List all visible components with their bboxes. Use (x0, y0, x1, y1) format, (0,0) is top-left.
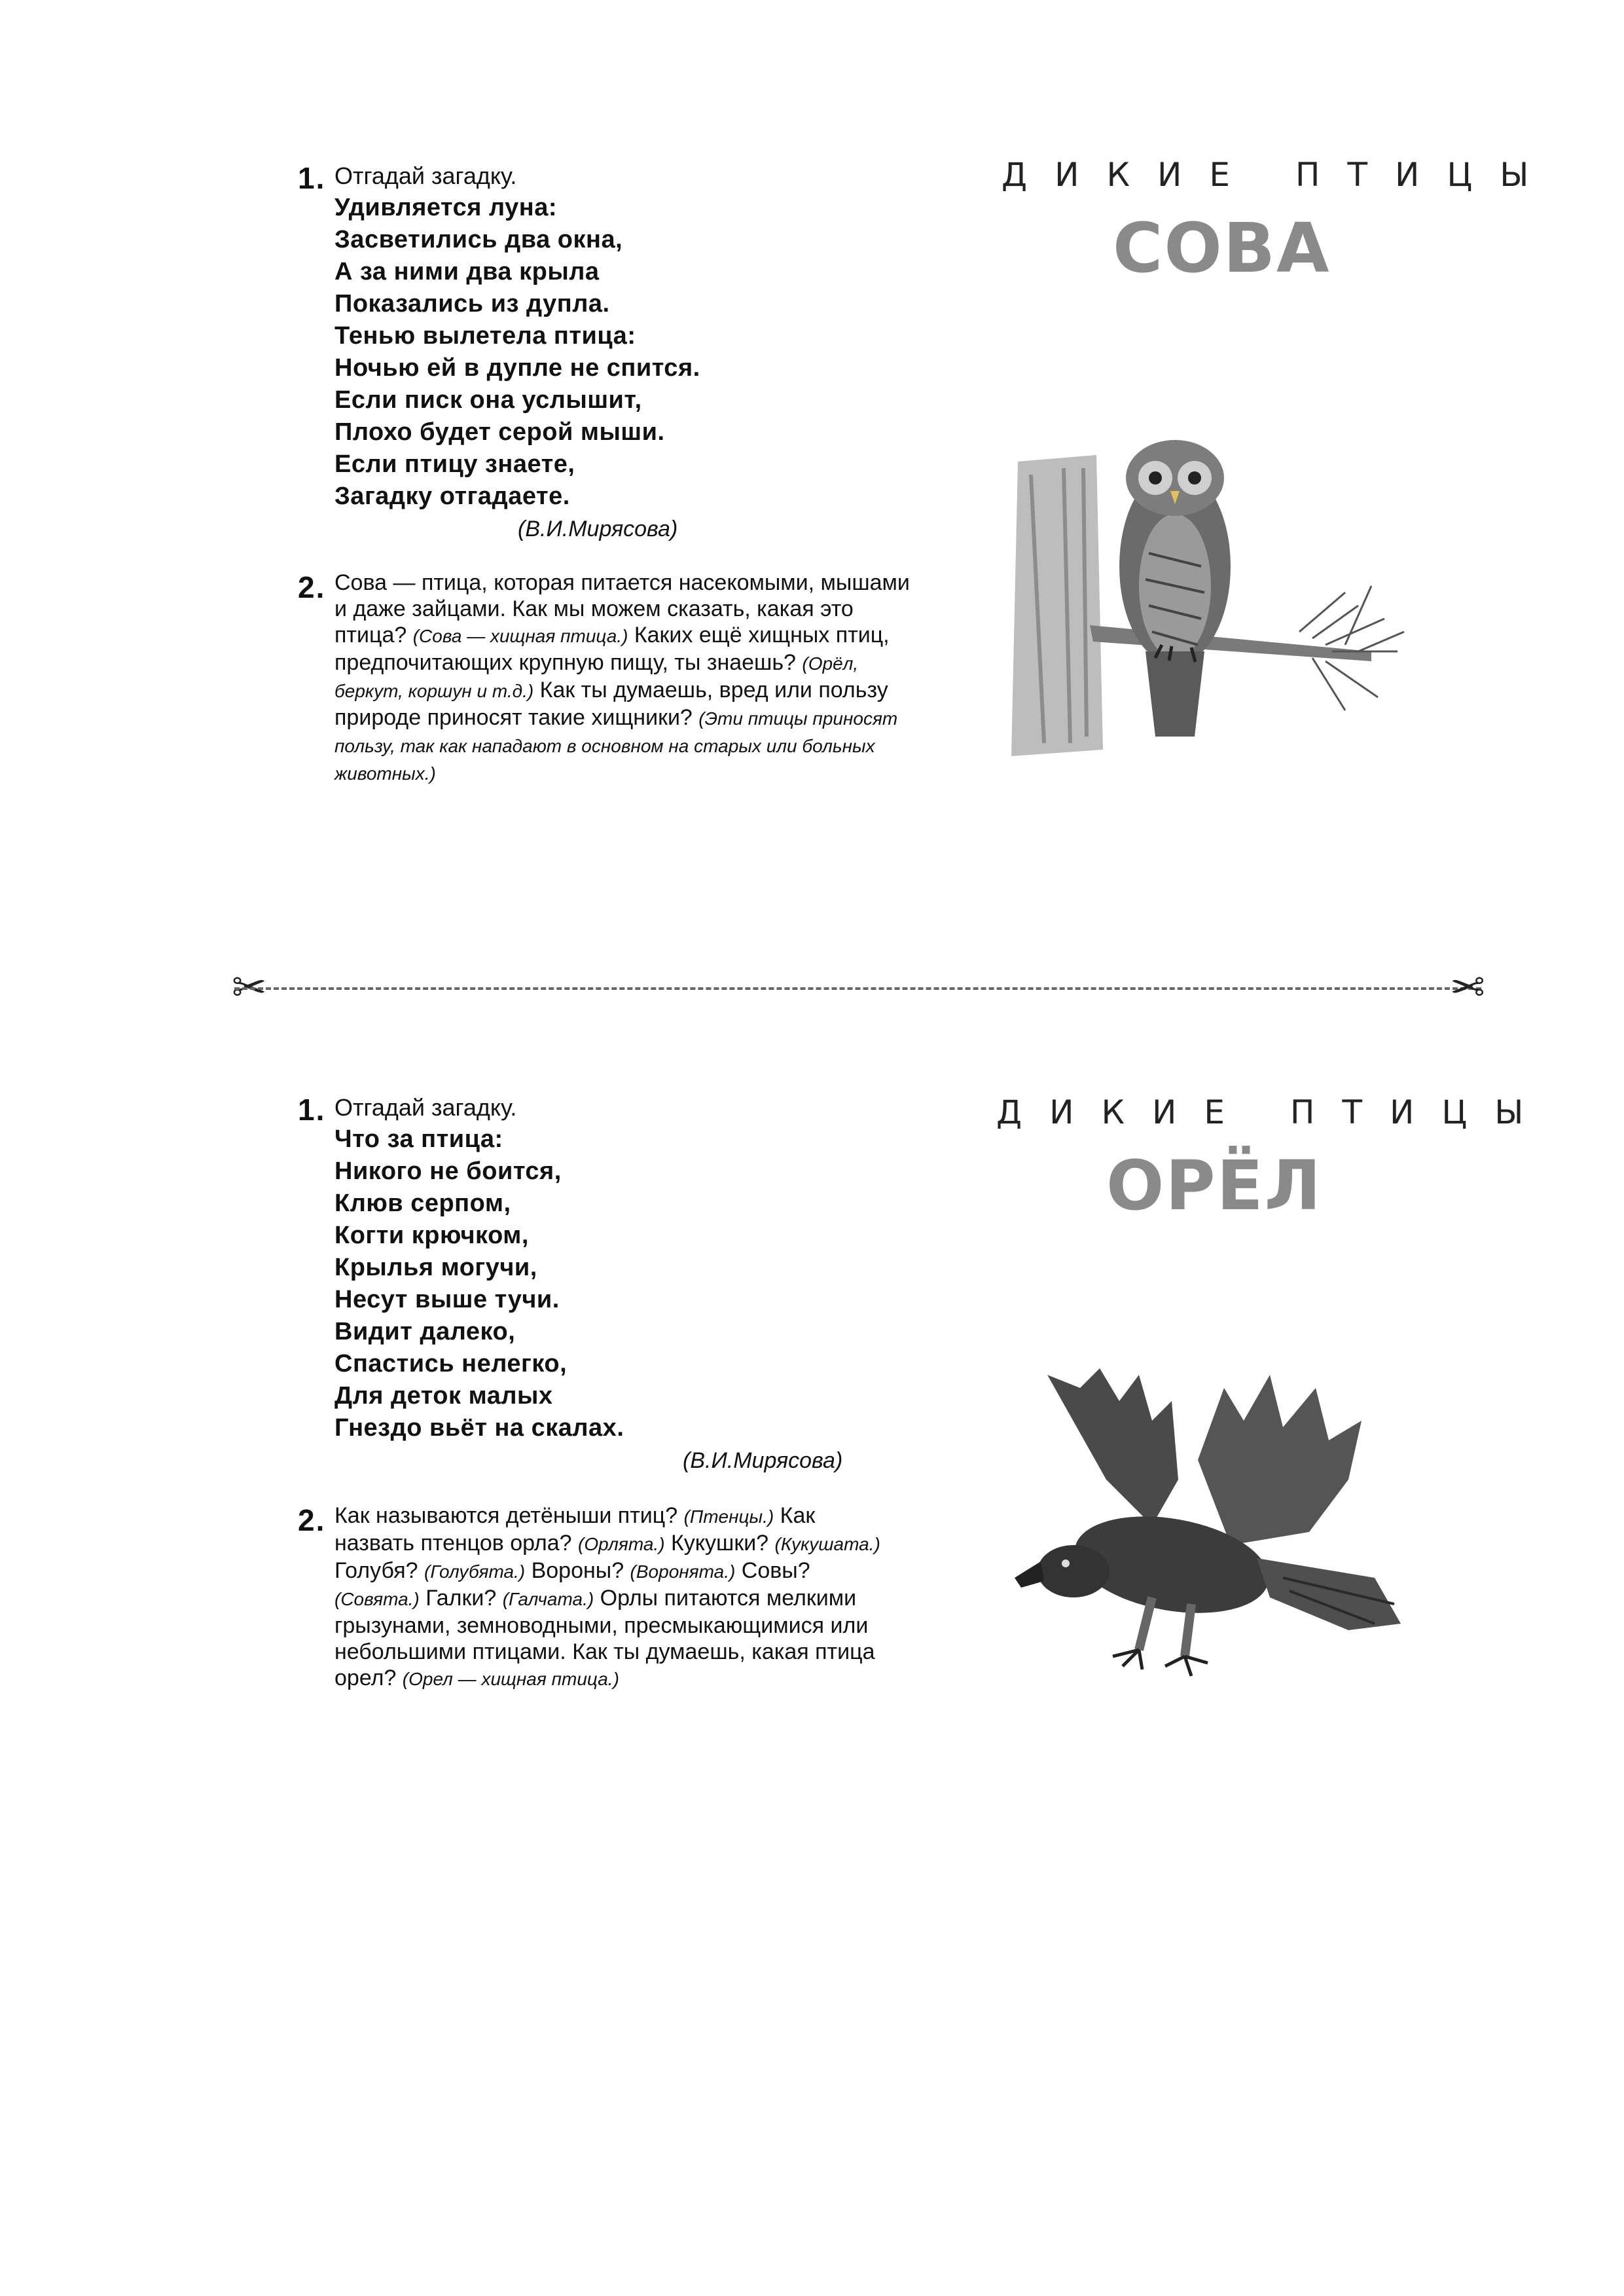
text-part: Галки? (419, 1586, 503, 1611)
scissors-icon: ✂ (232, 964, 267, 1011)
text-part: Каких ещё хищных птиц, предпочитающих крупную пищу, ты знаешь? (334, 623, 890, 675)
card-owl (0, 0, 1624, 949)
eagle-beak (1015, 1561, 1044, 1588)
text-part: Как назвать птенцов орла? (334, 1503, 816, 1556)
riddle-line: Плохо будет серой мыши. (334, 418, 665, 446)
answer-hint: (Галчата.) (502, 1589, 594, 1609)
riddle-line: Ночью ей в дупле не спится. (334, 354, 700, 382)
riddle (334, 1123, 924, 1444)
riddle-line: Для деток малых (334, 1382, 553, 1410)
answer-hint: (Орел — хищная птица.) (402, 1669, 619, 1689)
riddle-line: Видит далеко, (334, 1318, 516, 1345)
riddle (334, 192, 924, 513)
task-number: 1 . (298, 1092, 325, 1127)
riddle-line: А за ними два крыла (334, 258, 600, 285)
task-intro: Отгадай загадку. (334, 1094, 517, 1121)
riddle-line: Крылья могучи, (334, 1254, 537, 1281)
task-2-text (334, 570, 917, 787)
riddle-line: Тенью вылетела птица: (334, 322, 636, 350)
text-part: Кукушки? (664, 1531, 775, 1556)
text-part: Сова — птица, которая питается насекомыми, мышами и даже зайцами. Как мы можем сказать, какая это птица? (334, 570, 910, 647)
task-2-text (334, 1503, 897, 1692)
task-intro: Отгадай загадку. (334, 162, 517, 189)
text-part: Совы? (735, 1558, 810, 1583)
answer-hint: (Орлята.) (578, 1534, 665, 1554)
answer-hint: (Голубята.) (424, 1561, 526, 1582)
riddle-author: (В.И.Мирясова) (518, 517, 678, 541)
riddle-line: Гнездо вьёт на скалах. (334, 1414, 624, 1442)
riddle-line: Удивляется луна: (334, 194, 558, 221)
text-part: Голубя? (334, 1558, 425, 1583)
task-number: 2 . (298, 1503, 325, 1538)
riddle-line: Спастись нелегко, (334, 1350, 568, 1377)
riddle-line: Клюв серпом, (334, 1190, 511, 1217)
answer-hint: (Орёл, беркут, коршун и т.д.) (334, 653, 859, 701)
text-part: Орлы питаются мелкими грызунами, земноводными, пресмыкающимися или небольшими птицами. Как ты думаешь, какая птица орел? (334, 1586, 875, 1690)
riddle-line: Никого не боится, (334, 1157, 562, 1185)
riddle-line: Несут выше тучи. (334, 1286, 560, 1313)
riddle-line: Что за птица: (334, 1125, 503, 1153)
cut-line (234, 987, 1481, 990)
tree-trunk (1011, 455, 1103, 756)
task-number: 1 . (298, 160, 325, 196)
riddle-line: Загадку отгадаете. (334, 483, 570, 510)
eagle-wing-left (1047, 1368, 1178, 1525)
scissors-icon: ✂ (1450, 964, 1485, 1011)
eagle-head (1038, 1545, 1110, 1597)
answer-hint: (Сова — хищная птица.) (412, 626, 628, 646)
answer-hint: (Совята.) (334, 1589, 420, 1609)
answer-hint: (Эти птицы приносят пользу, так как нападают в основном на старых или больных животных.) (334, 708, 898, 784)
card-title: ОРЁЛ (1106, 1146, 1323, 1226)
section-label: ДИКИЕ ПТИЦЫ (1001, 156, 1557, 194)
text-part: Как называются детёныши птиц? (334, 1503, 684, 1528)
card-title: СОВА (1113, 208, 1331, 288)
owl-on-branch-illustration (1005, 435, 1411, 769)
riddle-author: (В.И.Мирясова) (683, 1448, 843, 1473)
riddle-line: Если птицу знаете, (334, 450, 575, 478)
answer-hint: (Кукушата.) (774, 1534, 880, 1554)
answer-hint: (Птенцы.) (683, 1506, 774, 1527)
task-number: 2 . (298, 570, 325, 605)
riddle-line: Засветились два окна, (334, 226, 623, 253)
card-eagle (0, 1021, 1624, 1938)
eagle-wing-right (1198, 1375, 1362, 1545)
text-part: Вороны? (525, 1558, 630, 1583)
riddle-line: Если писк она услышит, (334, 386, 642, 414)
riddle-line: Когти крючком, (334, 1222, 529, 1249)
section-label: ДИКИЕ ПТИЦЫ (996, 1093, 1551, 1131)
riddle-line: Показались из дупла. (334, 290, 610, 318)
answer-hint: (Воронята.) (630, 1561, 736, 1582)
text-part: Как ты думаешь, вред или пользу природе приносят такие хищники? (334, 678, 888, 730)
eagle-flying-illustration (1008, 1362, 1427, 1689)
